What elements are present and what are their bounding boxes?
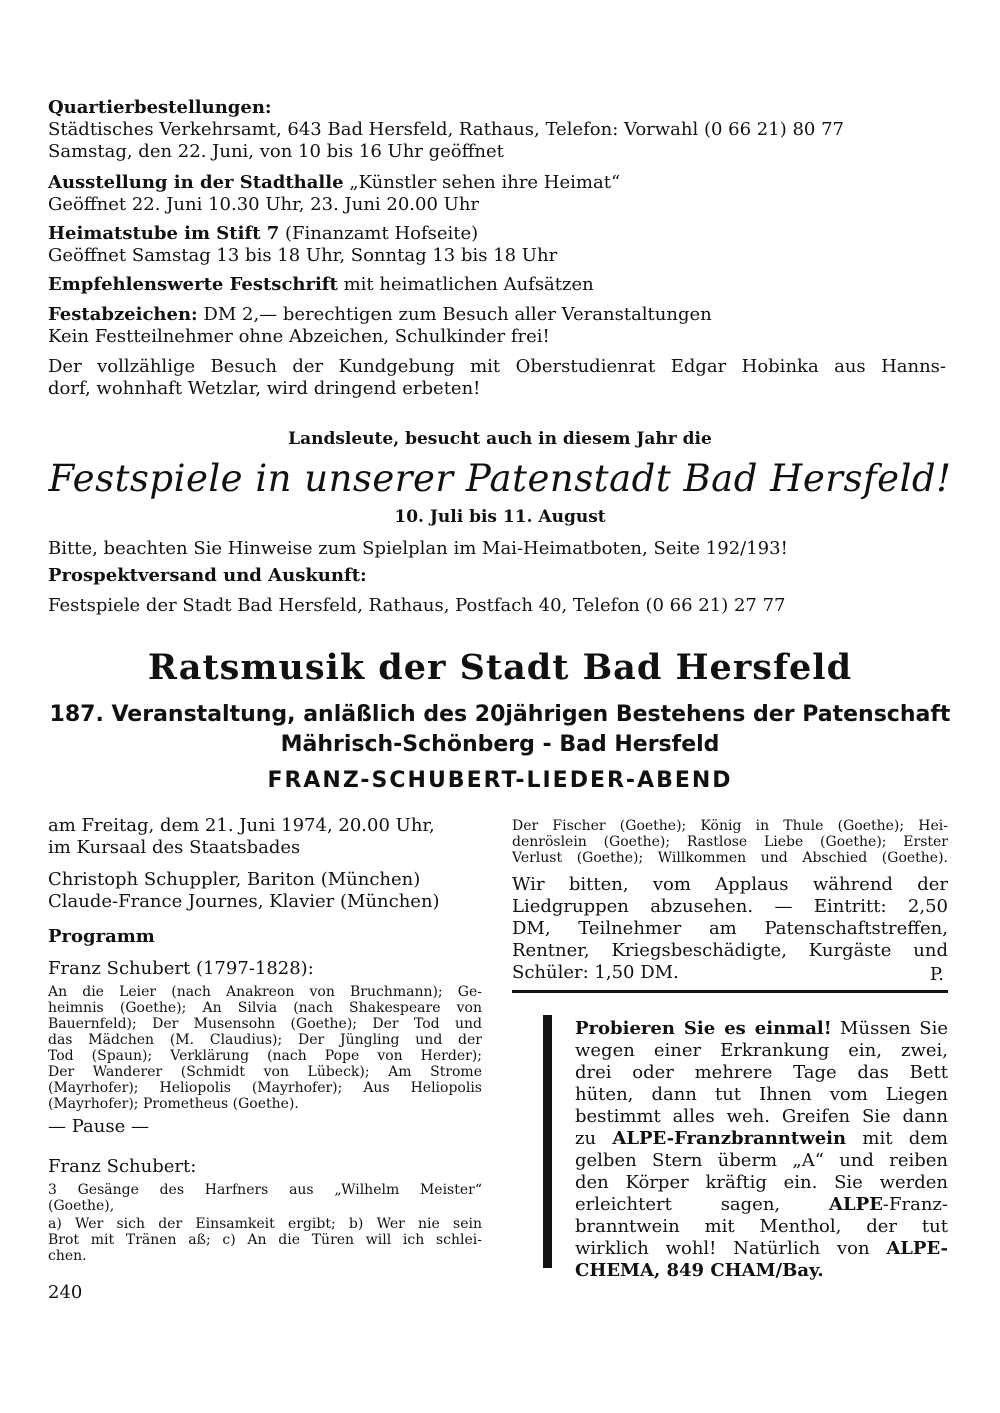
event-date: am Freitag, dem 21. Juni 1974, 20.00 Uhr,: [48, 815, 435, 836]
ausstellung-times: Geöffnet 22. Juni 10.30 Uhr, 23. Juni 20.00 Uhr: [48, 194, 480, 215]
kundgebung-line-1: Der vollzählige Besuch der Kundgebung mit Oberstudienrat Edgar Hobinka aus Hanns-: [48, 356, 946, 377]
pause-marker: — Pause —: [48, 1116, 149, 1137]
applaus-price: Schüler: 1,50 DM.: [512, 962, 679, 983]
heimatstube-heading: Heimatstube im Stift 7: [48, 223, 280, 244]
song-line: Bauernfeld); Der Musensohn (Goethe); Der Tod und: [48, 1016, 482, 1032]
festschrift-heading: Empfehlenswerte Festschrift: [48, 274, 338, 295]
song-line: a) Wer sich der Einsamkeit ergibt; b) Wer nie sein: [48, 1216, 482, 1232]
song-line: Der Wanderer (Schmidt von Lübeck); Am Strome: [48, 1064, 482, 1080]
ad-line: wirklich wohl! Natürlich von ALPE-: [575, 1238, 948, 1259]
ratsmusik-subtitle-2: Mährisch-Schönberg - Bad Hersfeld: [280, 732, 720, 757]
song-line: Der Fischer (Goethe); König in Thule (Goethe); Hei-: [512, 818, 948, 834]
song-line: An die Leier (nach Anakreon von Bruchmann); Ge-: [48, 984, 482, 1000]
song-line: das Mädchen (M. Claudius); Der Jüngling und der: [48, 1032, 482, 1048]
programm-heading: Programm: [48, 926, 155, 947]
composer-line-2: Franz Schubert:: [48, 1156, 197, 1177]
song-list-2: [48, 1182, 482, 1214]
ad-line: hüten, dann tut Ihnen vom Liegen: [575, 1084, 948, 1105]
ratsmusik-title: Ratsmusik der Stadt Bad Hersfeld: [147, 647, 853, 688]
song-line: (Mayrhofer); Prometheus (Goethe).: [48, 1096, 299, 1112]
heimatstube-location: (Finanzamt Hofseite): [279, 223, 479, 244]
ad-line: gelben Stern überm „A“ und reiben: [575, 1150, 948, 1171]
ausstellung-line: [48, 172, 620, 194]
song-line: Tod (Spaun); Verklärung (nach Pope von Herder);: [48, 1048, 482, 1064]
festabzeichen-line: [48, 304, 712, 326]
song-line: Verlust (Goethe); Willkommen und Abschied (Goethe).: [512, 850, 948, 866]
ad-line: zu ALPE-Franzbranntwein mit dem: [575, 1128, 948, 1149]
heimatstube-line: [48, 223, 478, 245]
applaus-line: Rentner, Kriegsbeschädigte, Kurgäste und: [512, 940, 948, 961]
song-line: Brot mit Tränen aß; c) An die Türen will ich schlei-: [48, 1232, 482, 1248]
quartier-heading: Quartierbestellungen:: [48, 97, 272, 118]
song-line: (Goethe),: [48, 1198, 115, 1214]
ad-line: erleichtert sagen, ALPE-Franz-: [575, 1194, 948, 1215]
ad-line: wegen einer Erkrankung ein, zwei,: [575, 1040, 948, 1061]
song-list-3: [48, 1216, 482, 1264]
lieder-abend-title: FRANZ-SCHUBERT-LIEDER-ABEND: [267, 768, 733, 793]
applaus-line: Wir bitten, vom Applaus während der: [512, 874, 948, 895]
event-venue: im Kursaal des Staatsbades: [48, 837, 301, 858]
ad-sidebar-bar: [543, 1015, 552, 1268]
signature: P.: [929, 964, 944, 985]
brand-name: ALPE-: [886, 1238, 948, 1259]
ratsmusik-subtitle-1: 187. Veranstaltung, anläßlich des 20jährigen Bestehens der Patenschaft: [49, 702, 951, 727]
ad-line: bestimmt alles weh. Greifen Sie dann: [575, 1106, 948, 1127]
prospekt-text: Festspiele der Stadt Bad Hersfeld, Rathaus, Postfach 40, Telefon (0 66 21) 27 77: [48, 595, 786, 616]
prospekt-heading: Prospektversand und Auskunft:: [48, 565, 367, 586]
applaus-line: Liedgruppen abzusehen. — Eintritt: 2,50: [512, 896, 948, 917]
song-line: chen.: [48, 1248, 87, 1264]
ad-line: Probieren Sie es einmal! Müssen Sie: [575, 1018, 948, 1039]
ad-line: den Körper kräftig ein. Sie werden: [575, 1172, 948, 1193]
performer-2: Claude-France Journes, Klavier (München): [48, 891, 440, 912]
festabzeichen-heading: Festabzeichen:: [48, 304, 198, 325]
heimatstube-times: Geöffnet Samstag 13 bis 18 Uhr, Sonntag 13 bis 18 Uhr: [48, 245, 558, 266]
song-line: (Mayrhofer); Heliopolis (Mayrhofer); Aus Heliopolis: [48, 1080, 482, 1096]
abzeichen-note: Kein Festteilnehmer ohne Abzeichen, Schulkinder frei!: [48, 326, 550, 347]
page-number: 240: [48, 1282, 83, 1303]
festschrift-text: mit heimatlichen Aufsätzen: [337, 274, 594, 295]
performer-1: Christoph Schuppler, Bariton (München): [48, 869, 421, 890]
brand-name: ALPE-Franzbranntwein: [612, 1128, 847, 1149]
alpe-advertisement: [575, 1018, 948, 1282]
festabzeichen-text: DM 2,— berechtigen zum Besuch aller Veranstaltungen: [197, 304, 712, 325]
ausstellung-heading: Ausstellung in der Stadthalle: [48, 172, 344, 193]
song-list-1: [48, 984, 482, 1112]
opening-line: Samstag, den 22. Juni, von 10 bis 16 Uhr geöffnet: [48, 141, 504, 162]
festschrift-line: [48, 274, 594, 296]
ausstellung-title: „Künstler sehen ihre Heimat“: [343, 172, 621, 193]
festspiele-dates: 10. Juli bis 11. August: [394, 507, 606, 527]
song-line: heimnis (Goethe); An Silvia (nach Shakespeare von: [48, 1000, 482, 1016]
kundgebung-line-2: dorf, wohnhaft Wetzlar, wird dringend erbeten!: [48, 378, 481, 399]
composer-line-1: Franz Schubert (1797-1828):: [48, 958, 314, 979]
ad-lead: Probieren Sie es einmal!: [575, 1018, 832, 1039]
verkehrsamt-line: Städtisches Verkehrsamt, 643 Bad Hersfeld, Rathaus, Telefon: Vorwahl (0 66 21) 80 77: [48, 119, 844, 140]
brand-name: ALPE: [829, 1194, 883, 1215]
song-line: denröslein (Goethe); Rastlose Liebe (Goethe); Erster: [512, 834, 948, 850]
applaus-note: [512, 874, 948, 984]
ad-address: CHEMA, 849 CHAM/Bay.: [575, 1260, 824, 1281]
song-list-4: [512, 818, 948, 866]
song-line: 3 Gesänge des Harfners aus „Wilhelm Meister“: [48, 1182, 482, 1198]
ad-line: drei oder mehrere Tage das Bett: [575, 1062, 948, 1083]
festspiele-intro: Landsleute, besucht auch in diesem Jahr die: [288, 429, 712, 449]
ad-line: branntwein mit Menthol, der tut: [575, 1216, 948, 1237]
applaus-line: DM, Teilnehmer am Patenschaftstreffen,: [512, 918, 948, 939]
applaus-last-line: [512, 962, 948, 984]
festspiele-headline: Festspiele in unserer Patenstadt Bad Hersfeld!: [48, 457, 952, 500]
column-divider: [512, 990, 948, 993]
festspiele-hint: Bitte, beachten Sie Hinweise zum Spielplan im Mai-Heimatboten, Seite 192/193!: [48, 538, 788, 559]
